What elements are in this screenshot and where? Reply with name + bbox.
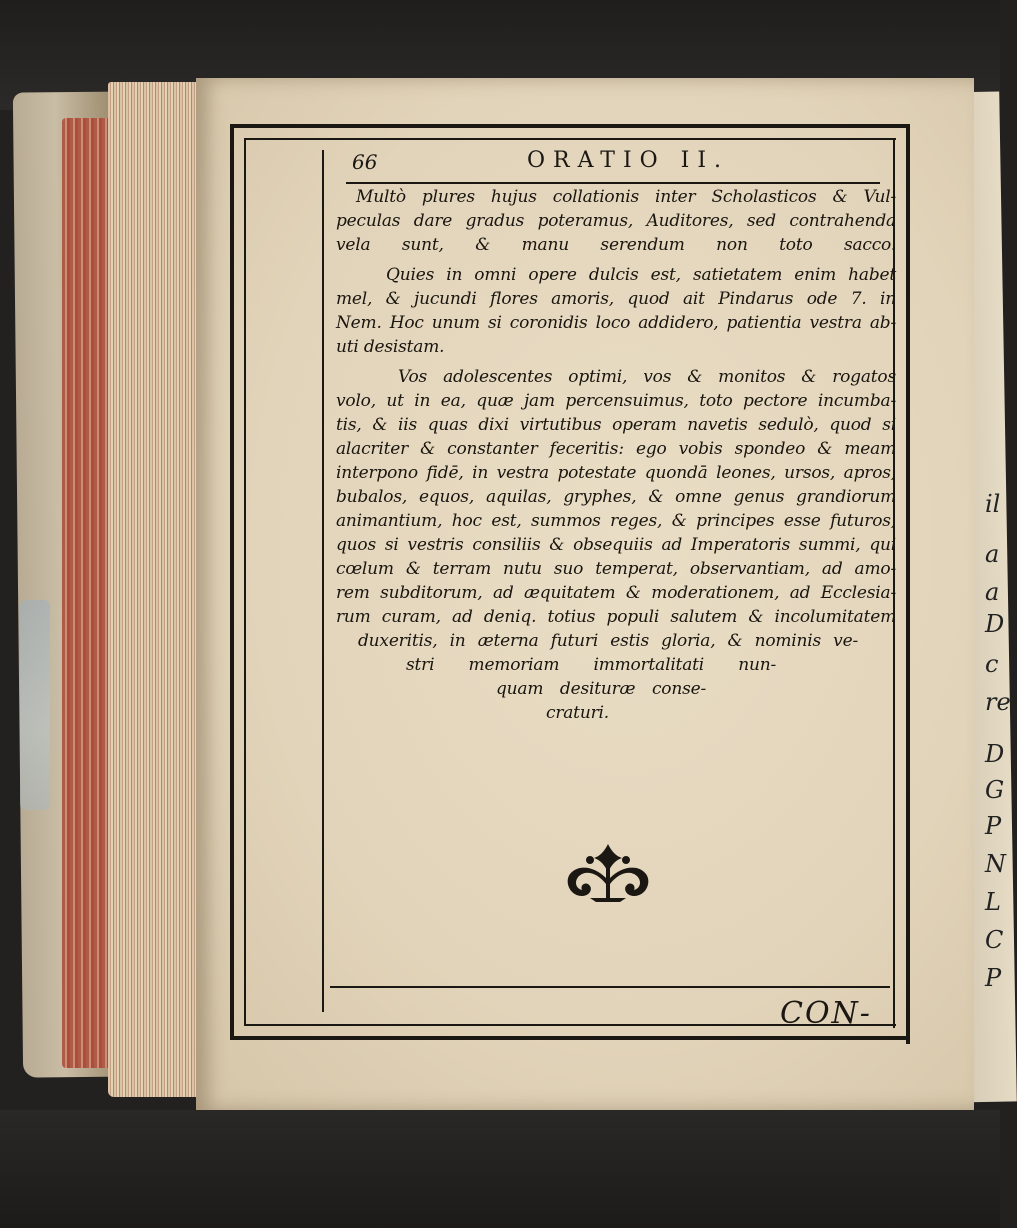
text-line: animantium, hoc est, summos reges, & principes esse futuros, bbox=[336, 511, 896, 531]
catchword: CON- bbox=[780, 996, 872, 1031]
text-line: Vos adolescentes optimi, vos & monitos & rogatos bbox=[398, 367, 896, 387]
text-line: bubalos, equos, aquilas, gryphes, & omne genus grandiorum bbox=[336, 487, 896, 507]
text-line: stri memoriam immortalitati nun- bbox=[406, 655, 776, 675]
cover-worn-patch bbox=[20, 600, 50, 810]
text-line: quos si vestris consiliis & obsequiis ad Imperatoris summi, qui bbox=[336, 535, 896, 555]
text-line: duxeritis, in æterna futuri estis gloria, & nominis ve- bbox=[358, 631, 858, 651]
facing-page-letter: a bbox=[985, 578, 1000, 606]
running-title: ORATIO II. bbox=[527, 148, 730, 173]
facing-page-letter: P bbox=[985, 812, 1002, 840]
facing-page-letter: D bbox=[985, 740, 1005, 768]
text-line: peculas dare gradus poteramus, Auditores, sed contrahenda bbox=[336, 211, 896, 231]
facing-page-letter: C bbox=[985, 926, 1004, 954]
printers-ornament-icon bbox=[560, 838, 656, 908]
facing-page-letter: N bbox=[985, 850, 1006, 878]
text-line: Multò plures hujus collationis inter Scholasticos & Vul- bbox=[356, 187, 896, 207]
text-line: cœlum & terram nutu suo temperat, observantiam, ad amo- bbox=[336, 559, 896, 579]
running-head bbox=[352, 150, 912, 180]
text-line: volo, ut in ea, quæ jam percensuimus, toto pectore incumba- bbox=[336, 391, 896, 411]
facing-page-letter: il bbox=[985, 490, 1001, 518]
text-line: alacriter & constanter feceritis: ego vobis spondeo & meam bbox=[336, 439, 896, 459]
text-line: rum curam, ad deniq. totius populi salutem & incolumitatem bbox=[336, 607, 896, 627]
text-line: vela sunt, & manu serendum non toto sacco. bbox=[336, 235, 896, 255]
text-line: craturi. bbox=[546, 703, 609, 723]
page-number: 66 bbox=[352, 150, 378, 174]
facing-page-letter: P bbox=[985, 964, 1002, 992]
facing-page-letter: c bbox=[985, 650, 999, 678]
text-line: Quies in omni opere dulcis est, satietatem enim habet bbox=[386, 265, 896, 285]
text-line: uti desistam. bbox=[336, 337, 445, 357]
text-line: quam desituræ conse- bbox=[496, 679, 706, 699]
text-line: tis, & iis quas dixi virtutibus operam navetis sedulò, quod si bbox=[336, 415, 896, 435]
facing-page-letter: a bbox=[985, 540, 1000, 568]
facing-page-letter: G bbox=[985, 776, 1005, 804]
background-bottom bbox=[0, 1110, 1000, 1228]
text-line: rem subditorum, ad æquitatem & moderationem, ad Ecclesia- bbox=[336, 583, 896, 603]
facing-page-letter: L bbox=[985, 888, 1001, 916]
text-line: Nem. Hoc unum si coronidis loco addidero, patientia vestra ab- bbox=[336, 313, 896, 333]
facing-page-letter: re bbox=[985, 688, 1011, 716]
red-page-edges bbox=[62, 118, 114, 1068]
text-line: mel, & jucundi flores amoris, quod ait Pindarus ode 7. in bbox=[336, 289, 896, 309]
facing-page-letter: D bbox=[985, 610, 1005, 638]
text-line: interpono fidē, in vestra potestate quondā leones, ursos, apros, bbox=[336, 463, 896, 483]
